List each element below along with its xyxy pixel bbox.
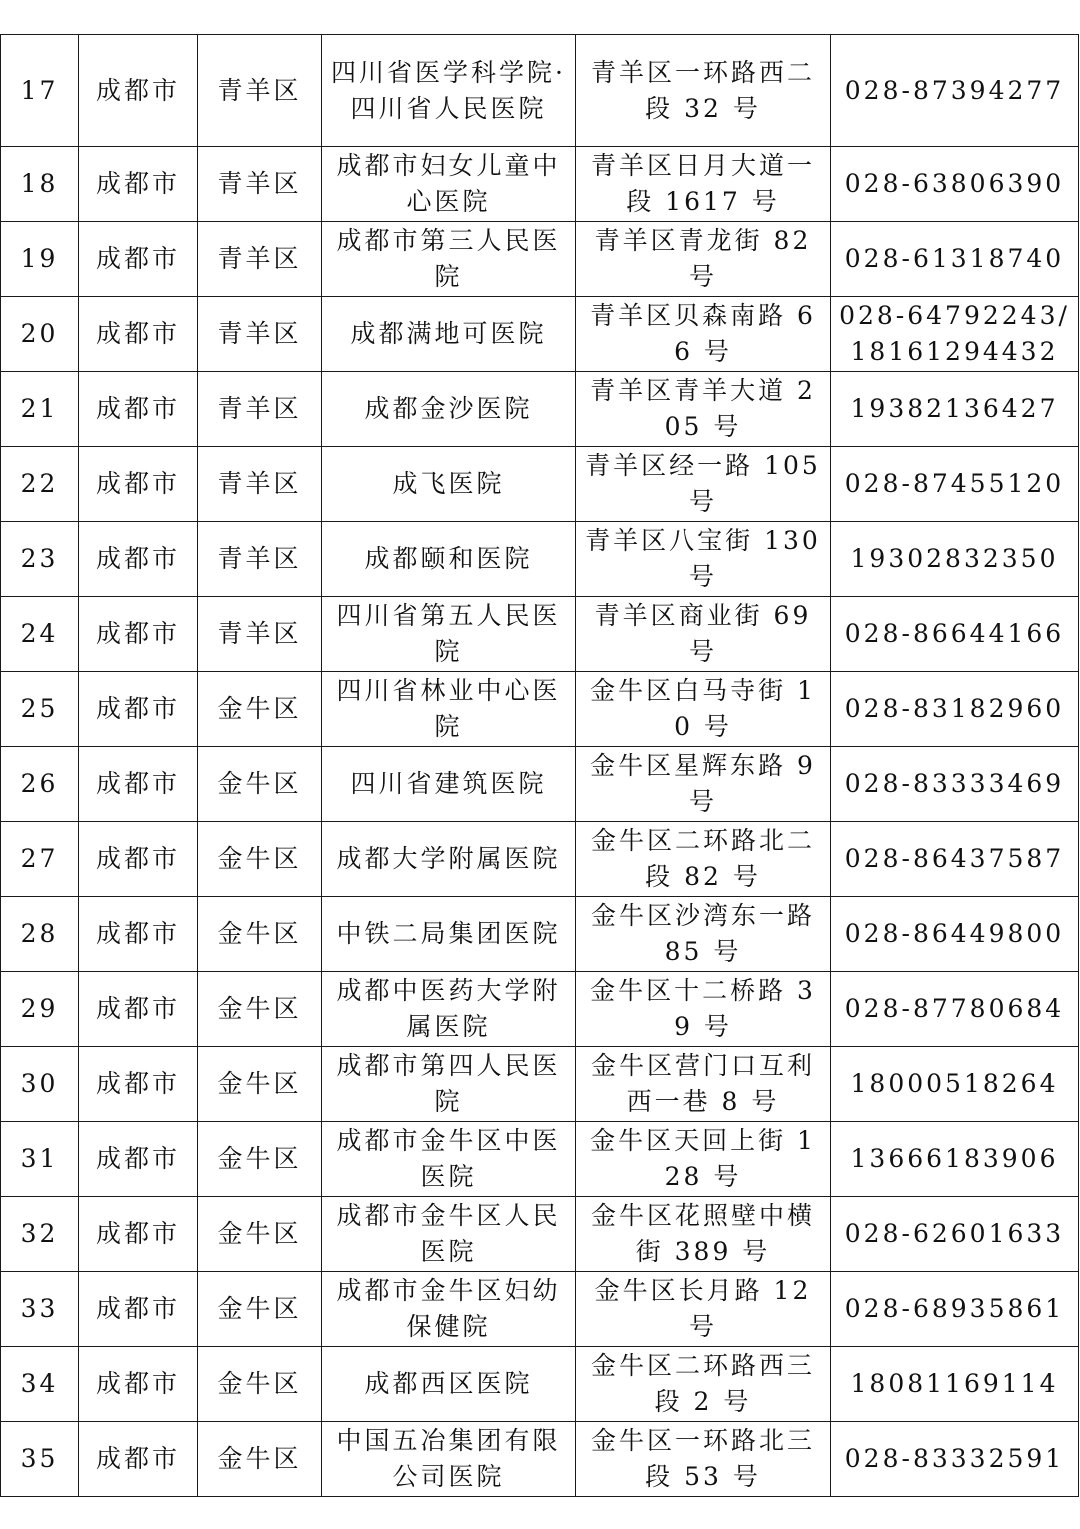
hospital-table [0, 34, 1079, 1497]
row-number: 27 [1, 822, 79, 897]
district-cell: 金牛区 [198, 1422, 322, 1497]
phone-cell: 028-83332591 [831, 1422, 1079, 1497]
city-cell: 成都市 [79, 1422, 198, 1497]
city-cell: 成都市 [79, 597, 198, 672]
address-cell: 金牛区十二桥路 39 号 [576, 972, 831, 1047]
district-cell: 青羊区 [198, 372, 322, 447]
row-number: 34 [1, 1347, 79, 1422]
address-cell: 金牛区星辉东路 9 号 [576, 747, 831, 822]
city-cell: 成都市 [79, 1197, 198, 1272]
district-cell: 金牛区 [198, 1122, 322, 1197]
table-row [1, 222, 1079, 297]
table-row [1, 597, 1079, 672]
row-number: 33 [1, 1272, 79, 1347]
hospital-name-cell: 四川省建筑医院 [322, 747, 576, 822]
city-cell: 成都市 [79, 447, 198, 522]
row-number: 17 [1, 35, 79, 147]
phone-cell: 19382136427 [831, 372, 1079, 447]
district-cell: 金牛区 [198, 672, 322, 747]
table-row [1, 1422, 1079, 1497]
row-number: 30 [1, 1047, 79, 1122]
address-cell: 金牛区白马寺街 10 号 [576, 672, 831, 747]
address-cell: 金牛区花照壁中横街 389 号 [576, 1197, 831, 1272]
hospital-name-cell: 成飞医院 [322, 447, 576, 522]
table-row [1, 447, 1079, 522]
row-number: 29 [1, 972, 79, 1047]
phone-cell: 028-87780684 [831, 972, 1079, 1047]
table-row [1, 522, 1079, 597]
table-row [1, 672, 1079, 747]
table-row [1, 822, 1079, 897]
city-cell: 成都市 [79, 1047, 198, 1122]
row-number: 18 [1, 147, 79, 222]
district-cell: 青羊区 [198, 597, 322, 672]
address-cell: 金牛区二环路北二段 82 号 [576, 822, 831, 897]
table-row [1, 147, 1079, 222]
city-cell: 成都市 [79, 35, 198, 147]
hospital-name-cell: 成都市金牛区中医医院 [322, 1122, 576, 1197]
city-cell: 成都市 [79, 672, 198, 747]
city-cell: 成都市 [79, 1347, 198, 1422]
address-cell: 金牛区沙湾东一路 85 号 [576, 897, 831, 972]
row-number: 20 [1, 297, 79, 372]
city-cell: 成都市 [79, 972, 198, 1047]
phone-cell: 18000518264 [831, 1047, 1079, 1122]
phone-cell: 13666183906 [831, 1122, 1079, 1197]
district-cell: 金牛区 [198, 1047, 322, 1122]
phone-cell: 028-61318740 [831, 222, 1079, 297]
address-cell: 金牛区天回上街 128 号 [576, 1122, 831, 1197]
table-row [1, 1272, 1079, 1347]
table-row [1, 972, 1079, 1047]
city-cell: 成都市 [79, 222, 198, 297]
hospital-name-cell: 成都市第四人民医院 [322, 1047, 576, 1122]
table-row [1, 1197, 1079, 1272]
hospital-name-cell: 四川省医学科学院·四川省人民医院 [322, 35, 576, 147]
table-row [1, 297, 1079, 372]
city-cell: 成都市 [79, 1122, 198, 1197]
city-cell: 成都市 [79, 147, 198, 222]
row-number: 23 [1, 522, 79, 597]
phone-cell: 028-86644166 [831, 597, 1079, 672]
phone-cell: 028-87394277 [831, 35, 1079, 147]
address-cell: 青羊区商业街 69 号 [576, 597, 831, 672]
row-number: 25 [1, 672, 79, 747]
district-cell: 青羊区 [198, 447, 322, 522]
district-cell: 金牛区 [198, 747, 322, 822]
row-number: 28 [1, 897, 79, 972]
hospital-name-cell: 成都金沙医院 [322, 372, 576, 447]
district-cell: 金牛区 [198, 1347, 322, 1422]
row-number: 31 [1, 1122, 79, 1197]
hospital-table-body [1, 35, 1079, 1497]
row-number: 19 [1, 222, 79, 297]
hospital-name-cell: 成都市妇女儿童中心医院 [322, 147, 576, 222]
city-cell: 成都市 [79, 522, 198, 597]
row-number: 22 [1, 447, 79, 522]
phone-cell: 028-86437587 [831, 822, 1079, 897]
hospital-name-cell: 成都市金牛区人民医院 [322, 1197, 576, 1272]
table-row [1, 1047, 1079, 1122]
hospital-name-cell: 成都中医药大学附属医院 [322, 972, 576, 1047]
district-cell: 青羊区 [198, 147, 322, 222]
address-cell: 青羊区日月大道一段 1617 号 [576, 147, 831, 222]
address-cell: 青羊区青羊大道 205 号 [576, 372, 831, 447]
row-number: 26 [1, 747, 79, 822]
phone-cell: 028-83333469 [831, 747, 1079, 822]
phone-cell: 028-63806390 [831, 147, 1079, 222]
table-row [1, 897, 1079, 972]
phone-cell: 028-86449800 [831, 897, 1079, 972]
hospital-name-cell: 中国五冶集团有限公司医院 [322, 1422, 576, 1497]
phone-cell: 028-64792243/18161294432 [831, 297, 1079, 372]
phone-cell: 18081169114 [831, 1347, 1079, 1422]
phone-cell: 028-83182960 [831, 672, 1079, 747]
address-cell: 青羊区一环路西二段 32 号 [576, 35, 831, 147]
hospital-name-cell: 成都大学附属医院 [322, 822, 576, 897]
address-cell: 金牛区长月路 12 号 [576, 1272, 831, 1347]
address-cell: 金牛区营门口互利西一巷 8 号 [576, 1047, 831, 1122]
table-row [1, 372, 1079, 447]
table-row [1, 1347, 1079, 1422]
hospital-name-cell: 四川省林业中心医院 [322, 672, 576, 747]
table-row [1, 747, 1079, 822]
address-cell: 金牛区二环路西三段 2 号 [576, 1347, 831, 1422]
city-cell: 成都市 [79, 372, 198, 447]
district-cell: 金牛区 [198, 1272, 322, 1347]
address-cell: 金牛区一环路北三段 53 号 [576, 1422, 831, 1497]
phone-cell: 028-87455120 [831, 447, 1079, 522]
hospital-name-cell: 成都满地可医院 [322, 297, 576, 372]
district-cell: 金牛区 [198, 1197, 322, 1272]
district-cell: 青羊区 [198, 522, 322, 597]
address-cell: 青羊区青龙街 82 号 [576, 222, 831, 297]
city-cell: 成都市 [79, 1272, 198, 1347]
district-cell: 金牛区 [198, 972, 322, 1047]
district-cell: 青羊区 [198, 35, 322, 147]
city-cell: 成都市 [79, 822, 198, 897]
hospital-name-cell: 成都市第三人民医院 [322, 222, 576, 297]
city-cell: 成都市 [79, 297, 198, 372]
phone-cell: 028-62601633 [831, 1197, 1079, 1272]
row-number: 24 [1, 597, 79, 672]
phone-cell: 028-68935861 [831, 1272, 1079, 1347]
hospital-name-cell: 成都市金牛区妇幼保健院 [322, 1272, 576, 1347]
city-cell: 成都市 [79, 897, 198, 972]
hospital-name-cell: 四川省第五人民医院 [322, 597, 576, 672]
row-number: 35 [1, 1422, 79, 1497]
row-number: 21 [1, 372, 79, 447]
address-cell: 青羊区经一路 105 号 [576, 447, 831, 522]
district-cell: 青羊区 [198, 297, 322, 372]
hospital-name-cell: 成都西区医院 [322, 1347, 576, 1422]
address-cell: 青羊区贝森南路 66 号 [576, 297, 831, 372]
district-cell: 金牛区 [198, 897, 322, 972]
district-cell: 青羊区 [198, 222, 322, 297]
table-row [1, 35, 1079, 147]
table-row [1, 1122, 1079, 1197]
address-cell: 青羊区八宝街 130 号 [576, 522, 831, 597]
district-cell: 金牛区 [198, 822, 322, 897]
hospital-name-cell: 中铁二局集团医院 [322, 897, 576, 972]
city-cell: 成都市 [79, 747, 198, 822]
hospital-name-cell: 成都颐和医院 [322, 522, 576, 597]
row-number: 32 [1, 1197, 79, 1272]
phone-cell: 19302832350 [831, 522, 1079, 597]
